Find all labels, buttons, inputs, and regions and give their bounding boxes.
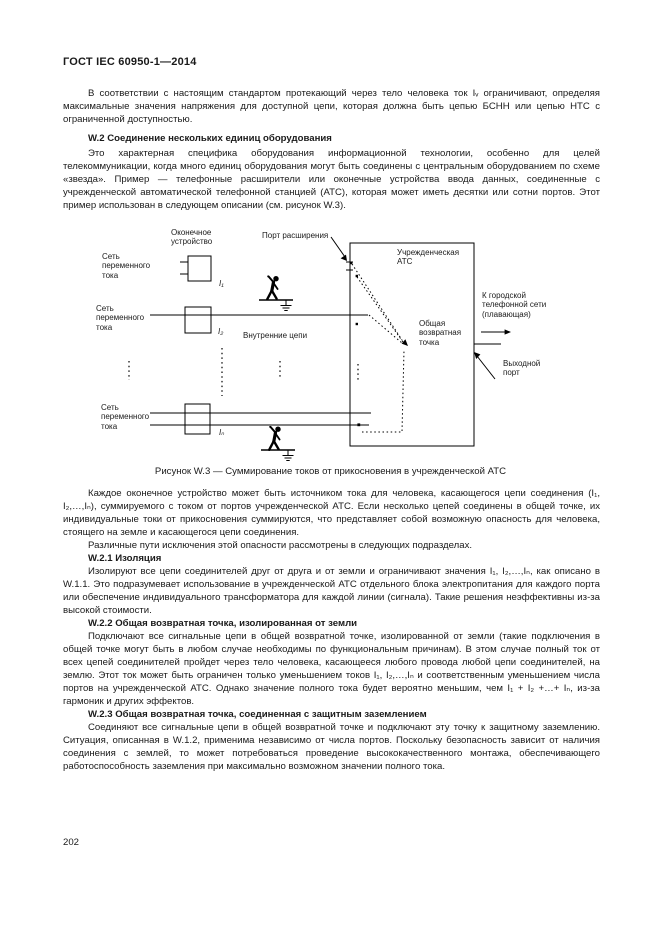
heading-w23: W.2.3 Общая возвратная точка, соединенная с защитным заземлением (88, 709, 427, 720)
label-ac-mains-2: Сеть переменного тока (96, 304, 145, 332)
intro-paragraph: В соответствии с настоящим стандартом протекающий через тело человека ток Iᵥ ограничивают, определяя максимальные значения напряжения для доступной цепи, которая должна быть цепью БСНН или цепью НТС с ограниченной доступностью. (63, 88, 600, 125)
w2-paragraph: Это характерная специфика оборудования информационной технологии, особенно для целей телекоммуникации, когда много единиц оборудования могут быть соединены с центральным оборудованием по схеме «звезда». Пример — телефонные расширители или оконечные устройства ввода данных, соединенные с учрежденческой автоматической телефонной станцией (АТС), которая может иметь десятки или сотни портов. Этот пример использован в следующем описании (см. рисунок W.3). (63, 148, 600, 211)
person-figure-icon (267, 275, 279, 299)
label-expansion-port: Порт расширения (262, 231, 329, 240)
figure-w3 (0, 228, 661, 468)
junction-dots (350, 262, 360, 426)
label-to-city-network: К городской телефонной сети (плавающая) (482, 291, 547, 319)
expansion-port-arrow (331, 237, 347, 261)
text-block-bottom (63, 487, 600, 773)
to-city-arrow (481, 329, 511, 334)
after-figure-paragraph: Каждое оконечное устройство может быть источником тока для человека, касающегося цепи соединения (I₁, I₂,…,Iₙ), суммируемого с током от портов учрежденческой АТС. Если несколько цепей соединены в общей точке, их индивидуальные токи от прикосновения суммируются, что представляет собой возможную опасность для человека, стоящего на земле и касающегося цепи соединения. (63, 488, 600, 538)
heading-w22: W.2.2 Общая возвратная точка, изолированная от земли (88, 618, 358, 629)
page-number: 202 (63, 837, 80, 848)
label-pbx: Учрежденческая АТС (397, 248, 460, 267)
ellipsis-dots (129, 348, 358, 396)
label-terminal-device: Оконечное устройство (171, 228, 213, 247)
heading-w2: W.2 Соединение нескольких единиц оборудования (88, 133, 332, 144)
label-ac-mains-3: Сеть переменного тока (101, 403, 150, 431)
figure-w3-drawing (0, 228, 661, 468)
person-figure-icon (269, 426, 281, 450)
label-current-in: Iₙ (219, 428, 225, 437)
dotted-current-paths (352, 264, 404, 432)
label-output-port: Выходной порт (503, 359, 541, 378)
w22-paragraph: Подключают все сигнальные цепи в общей возвратной точке, изолированной от земли (такие подключения в общей точке могут быть в любом случае необходимы по функциональным причинам). В этом случае полный ток от всех цепей соединителей пройдет через тело человека, касающееся любого провода любой цепи соединителей, на землю. Этот ток может быть ограничен только уменьшением токов I₁, I₂,…,Iₙ и соответственным уменьшением числа портов на учрежденческой АТС. Однако значение полного тока будет вероятно меньшим, чем I₁ + I₂ +…+ Iₙ, из-за гармоник и других эффектов. (63, 631, 600, 707)
label-common-return-point: Общая возвратная точка (419, 319, 462, 347)
paths-paragraph: Различные пути исключения этой опасности рассмотрены в следующих подразделах. (88, 540, 473, 551)
figure-caption: Рисунок W.3 — Суммирование токов от прикосновения в учрежденческой АТС (154, 466, 507, 477)
w21-paragraph: Изолируют все цепи соединителей друг от друга и от земли и ограничивают значения I₁, I₂,…,Iₙ, как описано в W.1.1. Это подразумевает использование в учрежденческой АТС отдельного блока электропитания для каждого порта или обеспечение индивидуального трансформатора для каждой линии (сигнала). Такие решения неэффективны из-за высокой стоимости. (63, 566, 600, 616)
earth-ground-icon (283, 451, 294, 461)
label-internal-circuits: Внутренние цепи (243, 331, 308, 340)
terminal-box-3 (185, 404, 210, 434)
w23-paragraph: Соединяют все сигнальные цепи в общей возвратной точке и подключают эту точку к защитному заземлению. Ситуация, описанная в W.1.2, применима независимо от числа портов. Поскольку безопасность зависит от наличия соединения с землей, то может потребоваться проведение высококачественного монтажа, обеспечивающего работоспособность заземления при максимально возможном значении полного тока. (63, 722, 600, 772)
label-current-i2: I₂ (218, 327, 224, 336)
common-point-arrowhead (402, 339, 408, 346)
document-header: ГОСТ IEC 60950-1—2014 (63, 56, 197, 68)
heading-w21: W.2.1 Изоляция (88, 553, 162, 564)
output-port-arrow (474, 352, 495, 379)
label-ac-mains-1: Сеть переменного тока (102, 252, 151, 280)
terminal-box-1 (188, 256, 211, 281)
terminal-box-2 (185, 307, 211, 333)
earth-ground-icon (281, 301, 292, 311)
label-current-i1: I₁ (219, 279, 224, 288)
text-block-top (63, 87, 600, 212)
